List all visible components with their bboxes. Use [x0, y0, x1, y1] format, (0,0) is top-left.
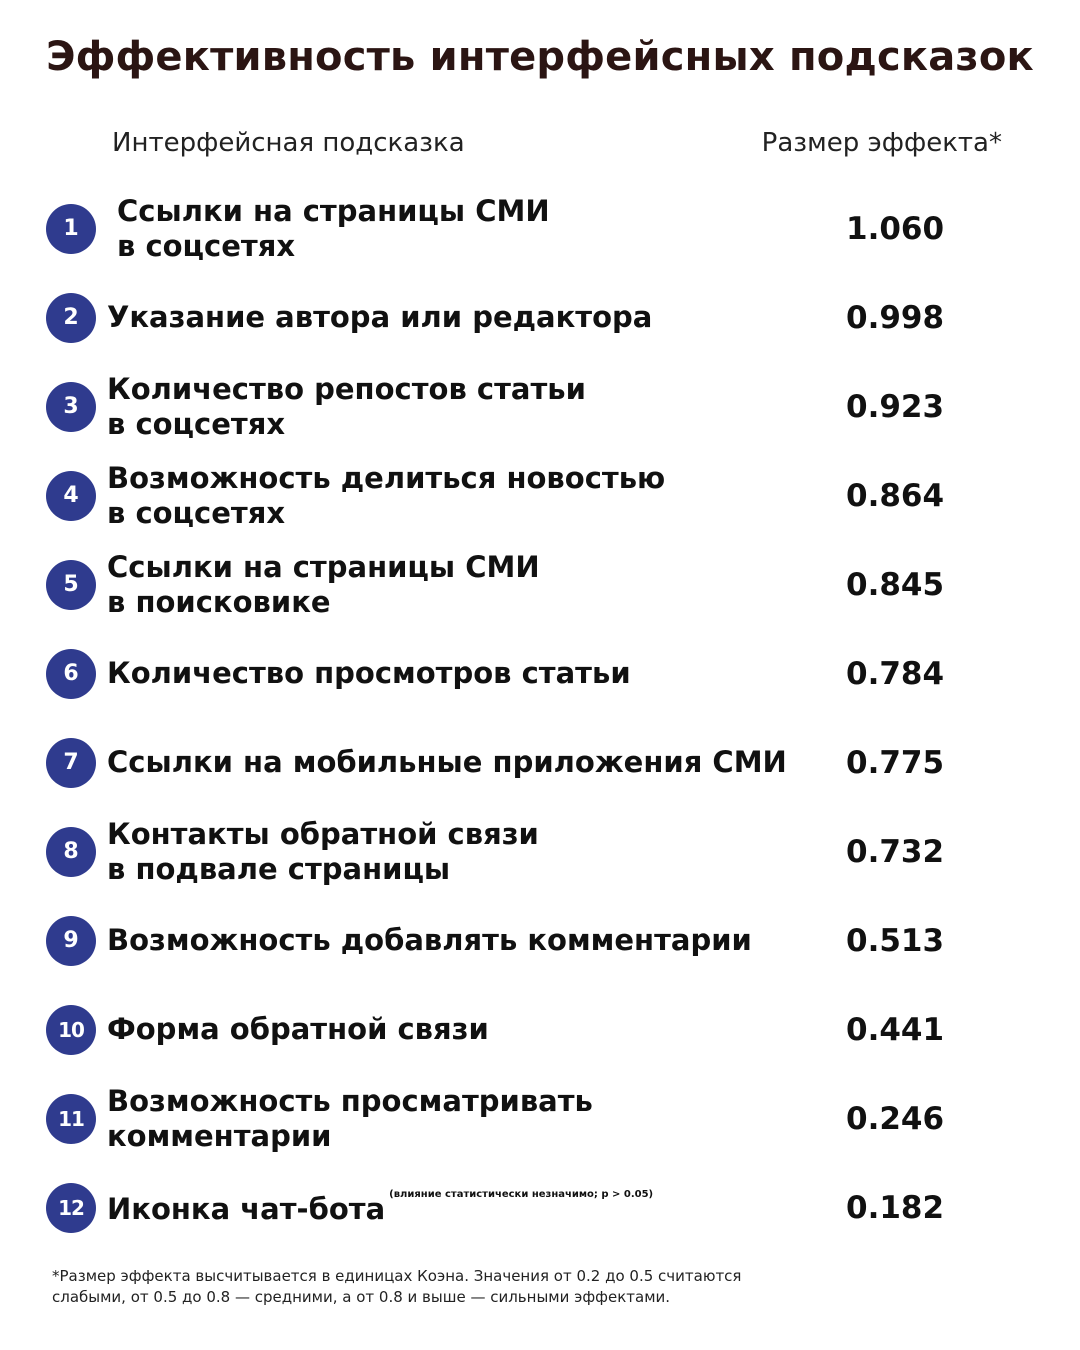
- list-item: [0, 540, 1080, 629]
- list-item: [0, 807, 1080, 896]
- list-item: [0, 273, 1080, 362]
- effect-value: 0.513: [846, 922, 945, 959]
- list-item: [0, 718, 1080, 807]
- effect-value: 0.246: [846, 1100, 945, 1137]
- hint-label: Указание автора или редактора: [107, 300, 653, 334]
- list-item: [0, 1163, 1080, 1252]
- effect-value: 0.864: [846, 477, 945, 514]
- hint-label: Возможность добавлять комментарии: [107, 923, 752, 957]
- rank-badge: 9: [46, 916, 96, 966]
- effect-value: 0.182: [846, 1189, 945, 1226]
- hint-label: Возможность делиться новостью в соцсетях: [107, 460, 666, 530]
- effect-value: 0.784: [846, 655, 945, 692]
- footnote: *Размер эффекта высчитывается в единицах Коэна. Значения от 0.2 до 0.5 считаются слабыми, от 0.5 до 0.8 — средними, а от 0.8 и выше — сильными эффектами.: [52, 1267, 742, 1306]
- hint-label: Возможность просматривать комментарии: [107, 1083, 593, 1153]
- rank-badge: 6: [46, 649, 96, 699]
- hint-label: Количество просмотров статьи: [107, 656, 631, 690]
- rank-badge: 2: [46, 293, 96, 343]
- hint-label-with-note: [107, 1189, 807, 1227]
- rank-badge: 8: [46, 827, 96, 877]
- list-item: [0, 985, 1080, 1074]
- hint-label: Ссылки на страницы СМИ в соцсетях: [117, 193, 550, 263]
- rank-badge: 3: [46, 382, 96, 432]
- list-item: [0, 362, 1080, 451]
- effect-value: 0.775: [846, 744, 945, 781]
- column-header-effect-size: Размер эффекта*: [761, 128, 1002, 158]
- effect-value: 0.845: [846, 566, 945, 603]
- hint-label: Форма обратной связи: [107, 1012, 489, 1046]
- effect-value: 0.732: [846, 833, 945, 870]
- effect-value: 0.923: [846, 388, 945, 425]
- hints-list: [0, 184, 1080, 1252]
- list-item: [0, 184, 1080, 273]
- page-title: Эффективность интерфейсных подсказок: [46, 34, 1034, 80]
- list-item: [0, 1074, 1080, 1163]
- column-header-hint: Интерфейсная подсказка: [112, 128, 465, 158]
- list-item: [0, 896, 1080, 985]
- rank-badge: 1: [46, 204, 96, 254]
- hint-label: Ссылки на страницы СМИ в поисковике: [107, 549, 540, 619]
- effect-value: 0.441: [846, 1011, 945, 1048]
- list-item: [0, 629, 1080, 718]
- hint-label: Количество репостов статьи в соцсетях: [107, 371, 586, 441]
- rank-badge: 10: [46, 1005, 96, 1055]
- effect-value: 0.998: [846, 299, 945, 336]
- rank-badge: 4: [46, 471, 96, 521]
- hint-label: Ссылки на мобильные приложения СМИ: [107, 745, 787, 779]
- significance-note: (влияние статистически незначимо; p > 0.05): [389, 1188, 654, 1200]
- hint-label: Контакты обратной связи в подвале страницы: [107, 816, 539, 886]
- rank-badge: 12: [46, 1183, 96, 1233]
- list-item: [0, 451, 1080, 540]
- rank-badge: 7: [46, 738, 96, 788]
- rank-badge: 11: [46, 1094, 96, 1144]
- hint-label-text: Иконка чат-бота: [107, 1191, 386, 1226]
- rank-badge: 5: [46, 560, 96, 610]
- effect-value: 1.060: [846, 210, 945, 247]
